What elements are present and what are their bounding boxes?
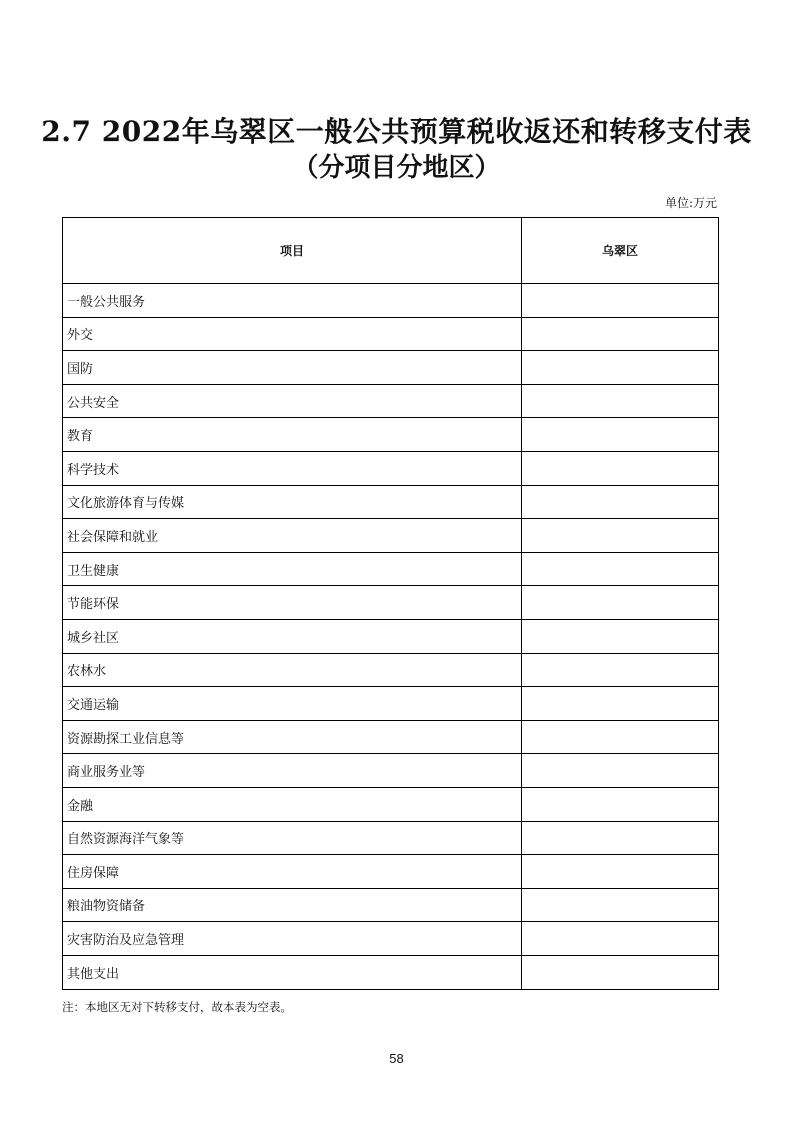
- table-row: [63, 654, 718, 688]
- row-value: [522, 956, 718, 990]
- row-item-label: 自然资源海洋气象等: [63, 822, 522, 855]
- row-item-label: 资源勘探工业信息等: [63, 721, 522, 754]
- row-item-label: 住房保障: [63, 855, 522, 888]
- row-value: [522, 385, 718, 418]
- row-item-label: 社会保障和就业: [63, 519, 522, 552]
- header-region: 乌翠区: [601, 244, 638, 258]
- row-item-label: 粮油物资储备: [63, 889, 522, 922]
- row-value: [522, 284, 718, 317]
- row-value: [522, 351, 718, 384]
- row-item-label: 卫生健康: [63, 553, 522, 586]
- row-value: [522, 721, 718, 754]
- page-title: 2.7 2022年乌翠区一般公共预算税收返还和转移支付表: [41, 115, 752, 148]
- row-item-label: 城乡社区: [63, 620, 522, 653]
- table-row: [63, 418, 718, 452]
- table-row: [63, 284, 718, 318]
- table-row: [63, 486, 718, 520]
- page-number: 58: [389, 1051, 404, 1066]
- table-row: [63, 889, 718, 923]
- table-row: [63, 519, 718, 553]
- row-value: [522, 754, 718, 787]
- row-value: [522, 318, 718, 351]
- table-row: [63, 452, 718, 486]
- table-row: [63, 553, 718, 587]
- row-value: [522, 922, 718, 955]
- table-row: [63, 687, 718, 721]
- table-row: [63, 855, 718, 889]
- row-value: [522, 889, 718, 922]
- row-value: [522, 519, 718, 552]
- row-value: [522, 452, 718, 485]
- page-subtitle: （分项目分地区）: [292, 153, 501, 183]
- table-row: [63, 351, 718, 385]
- table-row: [63, 385, 718, 419]
- footnote: 注：本地区无对下转移支付，故本表为空表。: [62, 1000, 292, 1014]
- row-item-label: 交通运输: [63, 687, 522, 720]
- row-item-label: 商业服务业等: [63, 754, 522, 787]
- row-item-label: 农林水: [63, 654, 522, 687]
- row-item-label: 文化旅游体育与传媒: [63, 486, 522, 519]
- row-value: [522, 822, 718, 855]
- row-value: [522, 553, 718, 586]
- table-row: [63, 754, 718, 788]
- row-value: [522, 788, 718, 821]
- row-value: [522, 620, 718, 653]
- table-row: [63, 956, 718, 990]
- table-row: [63, 318, 718, 352]
- row-item-label: 一般公共服务: [63, 284, 522, 317]
- row-value: [522, 486, 718, 519]
- row-value: [522, 687, 718, 720]
- row-value: [522, 855, 718, 888]
- row-item-label: 节能环保: [63, 586, 522, 619]
- row-value: [522, 654, 718, 687]
- row-item-label: 金融: [63, 788, 522, 821]
- row-item-label: 其他支出: [63, 956, 522, 990]
- row-item-label: 外交: [63, 318, 522, 351]
- row-item-label: 科学技术: [63, 452, 522, 485]
- table-row: [63, 822, 718, 856]
- table-row: [63, 620, 718, 654]
- table-row: [63, 788, 718, 822]
- row-value: [522, 586, 718, 619]
- row-value: [522, 418, 718, 451]
- header-item: 项目: [63, 218, 522, 283]
- row-item-label: 国防: [63, 351, 522, 384]
- table-header-row: [63, 218, 718, 284]
- table-row: [63, 922, 718, 956]
- row-item-label: 公共安全: [63, 385, 522, 418]
- transfer-payment-table: [62, 217, 719, 990]
- row-item-label: 灾害防治及应急管理: [63, 922, 522, 955]
- table-row: [63, 586, 718, 620]
- unit-label: 单位:万元: [664, 196, 717, 210]
- table-row: [63, 721, 718, 755]
- row-item-label: 教育: [63, 418, 522, 451]
